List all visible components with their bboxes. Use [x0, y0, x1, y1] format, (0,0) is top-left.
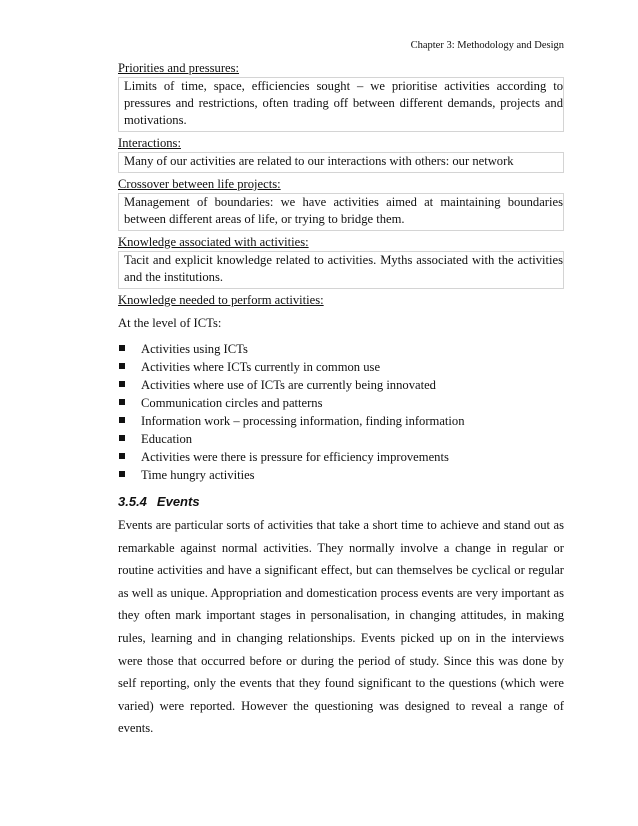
list-item [118, 376, 564, 394]
running-header: Chapter 3: Methodology and Design [410, 40, 564, 51]
events-paragraph: Events are particular sorts of activities that take a short time to achieve and stand out as remarkable against normal activities. They normally involve a change in regular or routine activities and have a significant effect, but can themselves be cyclical or regular as well as unique. Appropriation and domestication process events are very important as they often mark important stages in personalisation, in changing attitudes, in making rules, learning and in changing relationships. Events picked up on in the interviews were those that occurred before or during the period of study. Since this was done by self reporting, only the events that they found significant to the questions (which were varied) were reported. However the questioning was designed to reveal a range of events. [118, 518, 564, 736]
list-item-text: Activities where ICTs currently in common use [141, 360, 381, 374]
square-bullet-icon [119, 417, 125, 423]
list-item [118, 394, 564, 412]
section-text-crossover: Management of boundaries: we have activities aimed at maintaining boundaries between different areas of life, or trying to bridge them. [118, 193, 564, 231]
subsection-number: 3.5.4 [118, 494, 147, 509]
square-bullet-icon [119, 435, 125, 441]
section-heading-crossover: Crossover between life projects: [118, 177, 281, 191]
page-content [118, 60, 564, 740]
square-bullet-icon [119, 399, 125, 405]
list-item [118, 340, 564, 358]
ict-level-label: At the level of ICTs: [118, 316, 222, 330]
list-item-text: Communication circles and patterns [141, 396, 323, 410]
section-heading-interactions: Interactions: [118, 136, 181, 150]
list-item [118, 466, 564, 484]
section-heading-priorities: Priorities and pressures: [118, 61, 240, 75]
list-item-text: Information work – processing information, finding information [141, 414, 465, 428]
list-item-text: Time hungry activities [141, 468, 255, 482]
section-text-priorities: Limits of time, space, efficiencies sought – we prioritise activities according to pressures and restrictions, often trading off between different demands, projects and motivations. [118, 77, 564, 132]
subsection-title: Events [156, 494, 200, 509]
list-item-text: Activities using ICTs [141, 342, 248, 356]
square-bullet-icon [119, 345, 125, 351]
list-item-text: Activities where use of ICTs are currently being innovated [141, 378, 436, 392]
list-item-text: Education [141, 432, 193, 446]
list-item [118, 412, 564, 430]
section-heading-knowledge-needed: Knowledge needed to perform activities: [118, 293, 324, 307]
section-heading-knowledge-associated: Knowledge associated with activities: [118, 235, 309, 249]
list-item-text: Activities were there is pressure for efficiency improvements [141, 450, 449, 464]
subsection-heading [118, 493, 564, 511]
square-bullet-icon [119, 381, 125, 387]
list-item [118, 430, 564, 448]
section-text-knowledge-associated: Tacit and explicit knowledge related to activities. Myths associated with the activities and the institutions. [118, 251, 564, 289]
ict-bullet-list [118, 340, 564, 484]
square-bullet-icon [119, 453, 125, 459]
square-bullet-icon [119, 363, 125, 369]
section-text-interactions: Many of our activities are related to our interactions with others: our network [118, 152, 564, 173]
list-item [118, 358, 564, 376]
list-item [118, 448, 564, 466]
square-bullet-icon [119, 471, 125, 477]
